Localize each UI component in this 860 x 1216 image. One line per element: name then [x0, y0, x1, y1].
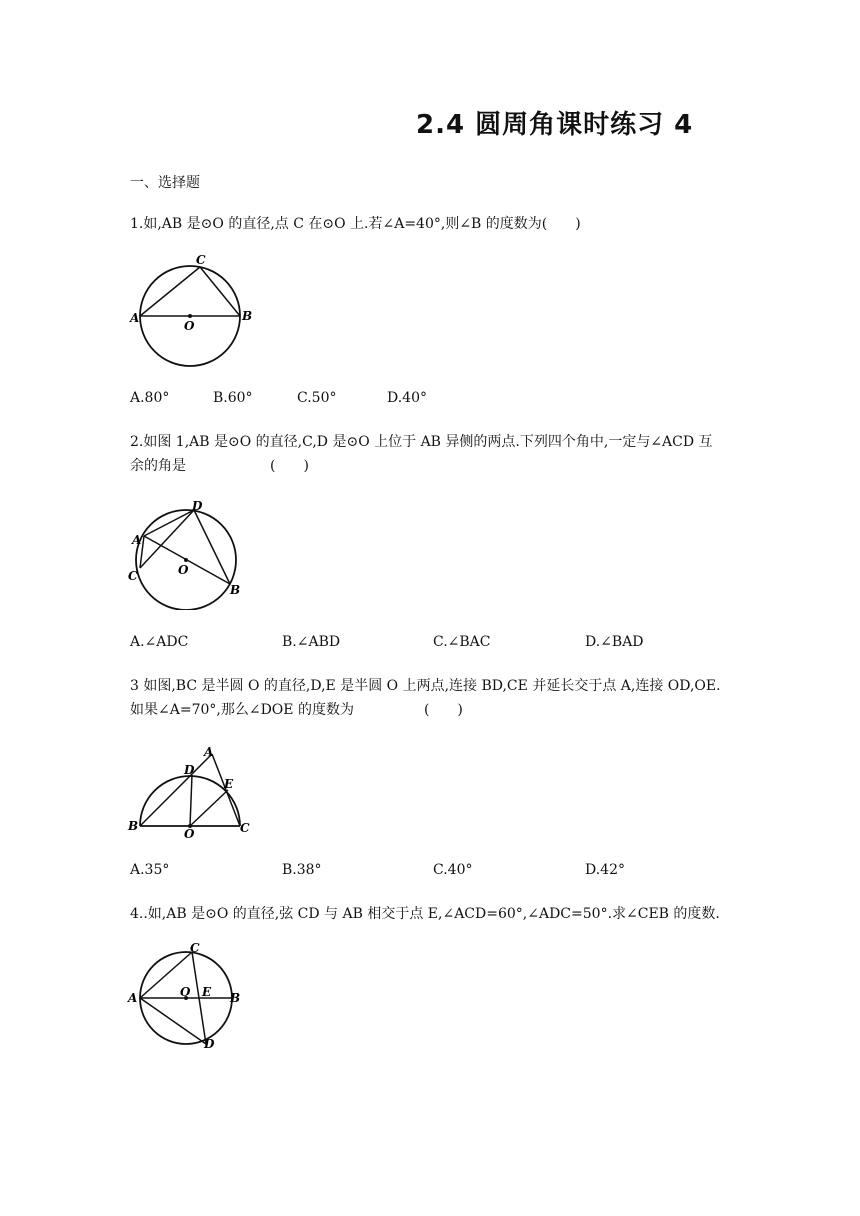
question-2-line-2: 余的角是 ( ): [130, 458, 309, 474]
fig1-label-b: B: [242, 309, 253, 323]
fig3-label-c: C: [240, 821, 250, 835]
question-3-line-2: 如果∠A=70°,那么∠DOE 的度数为 ( ): [130, 702, 463, 718]
fig3-label-e: E: [224, 777, 234, 791]
fig3-label-o: O: [184, 827, 195, 838]
question-3-text: [130, 674, 740, 722]
fig2-label-c: C: [128, 569, 138, 583]
question-4-text: 4..如,AB 是⊙O 的直径,弦 CD 与 AB 相交于点 E,∠ACD=60°,∠ADC=50°.求∠CEB 的度数.: [130, 906, 720, 922]
fig4-label-e: E: [202, 985, 212, 999]
question-2-line-1: 2.如图 1,AB 是⊙O 的直径,C,D 是⊙O 上位于 AB 异侧的两点.下列四个角中,一定与∠ACD 互: [130, 434, 713, 450]
question-2-text: [130, 430, 740, 478]
fig4-label-a: A: [128, 991, 138, 1005]
question-1-figure: [126, 252, 256, 372]
q1-option-c[interactable]: C.50°: [297, 390, 337, 406]
fig4-label-o: O: [180, 985, 191, 999]
fig3-label-a: A: [204, 745, 214, 759]
fig4-label-c: C: [190, 941, 200, 955]
q3-option-b[interactable]: B.38°: [282, 862, 322, 878]
q2-option-d[interactable]: D.∠BAD: [585, 634, 644, 650]
fig2-label-o: O: [178, 563, 189, 577]
q1-option-b[interactable]: B.60°: [213, 390, 253, 406]
q1-option-a[interactable]: A.80°: [130, 390, 170, 406]
q2-option-b[interactable]: B.∠ABD: [282, 634, 341, 650]
page-title: 2.4 圆周角课时练习 4: [416, 110, 694, 140]
q2-option-c[interactable]: C.∠BAC: [433, 634, 491, 650]
fig1-label-o: O: [184, 319, 195, 333]
fig1-label-c: C: [196, 253, 206, 267]
question-1-text: 1.如,AB 是⊙O 的直径,点 C 在⊙O 上.若∠A=40°,则∠B 的度数为( ): [130, 216, 581, 232]
q1-option-d[interactable]: D.40°: [387, 390, 427, 406]
question-3-line-1: 3 如图,BC 是半圆 O 的直径,D,E 是半圆 O 上两点,连接 BD,CE 并延长交于点 A,连接 OD,OE.: [130, 678, 721, 694]
section-heading: 一、选择题: [130, 175, 200, 191]
fig3-label-d: D: [184, 763, 195, 777]
q3-option-d[interactable]: D.42°: [585, 862, 625, 878]
fig1-label-a: A: [130, 311, 140, 325]
fig2-label-b: B: [230, 583, 241, 597]
q2-option-a[interactable]: A.∠ADC: [130, 634, 189, 650]
fig2-label-d: D: [192, 499, 203, 513]
fig3-label-b: B: [128, 819, 139, 833]
question-2-figure: [126, 498, 246, 610]
q3-option-a[interactable]: A.35°: [130, 862, 170, 878]
fig4-label-b: B: [230, 991, 241, 1005]
fig2-label-a: A: [132, 533, 142, 547]
fig4-label-d: D: [204, 1037, 215, 1051]
question-3-figure: [126, 744, 256, 838]
q3-option-c[interactable]: C.40°: [433, 862, 473, 878]
question-4-figure: [126, 940, 246, 1052]
